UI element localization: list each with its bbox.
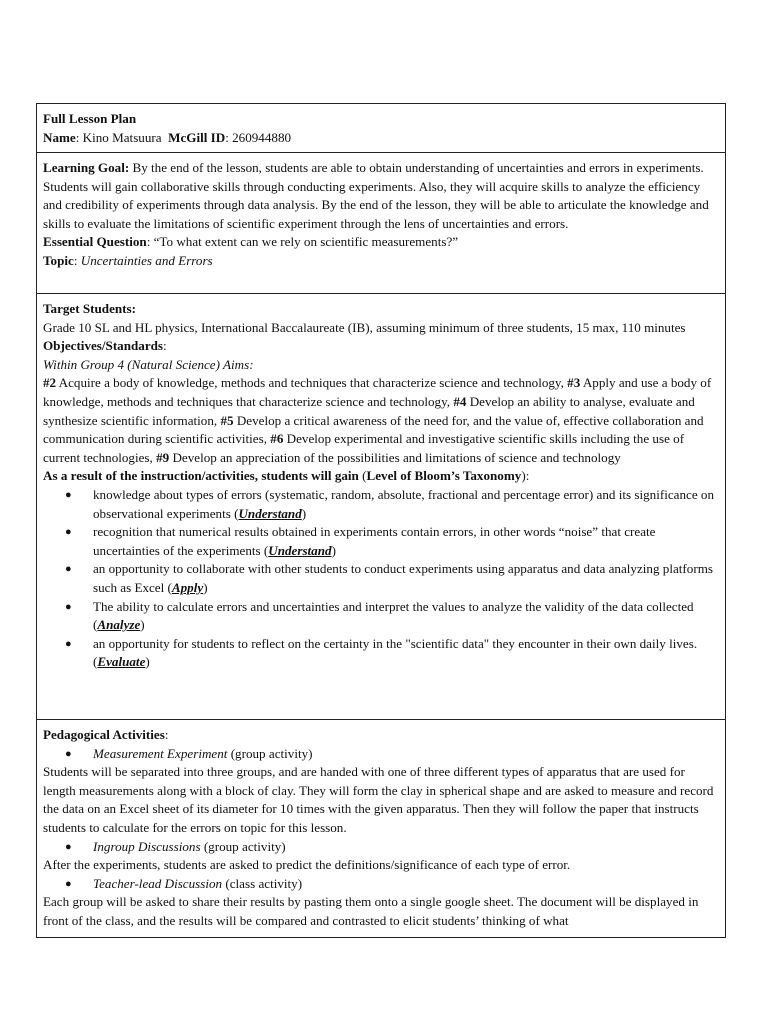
activity-heading xyxy=(43,838,719,857)
learning-goal-cell xyxy=(37,152,725,293)
outcome-end: ) xyxy=(203,579,208,595)
aim-text: Develop an appreciation of the possibilities and limitations of science and technology xyxy=(169,449,621,465)
bloom-level: Evaluate xyxy=(97,654,146,670)
outcome-end: ) xyxy=(145,654,150,670)
outcomes-list xyxy=(43,486,719,672)
topic-label: Topic xyxy=(43,252,74,268)
outcome-text: knowledge about types of errors (systematic, random, absolute, fractional and percentage error) and its significance on observational experiments ( xyxy=(93,486,715,521)
aim-number: #4 xyxy=(453,393,467,409)
activity-description: Each group will be asked to share their results by pasting them onto a single google sheet. The document will be displayed in front of the class, and the results will be compared and contrasted to elicit students’ thinking of what xyxy=(43,894,699,928)
topic-text: Uncertainties and Errors xyxy=(80,252,213,268)
activity-name: Ingroup Discussions xyxy=(93,838,201,854)
aim-text: Apply and use a body of knowledge, methods and techniques that characterize science and technology, xyxy=(43,375,712,409)
learning-goal-label: Learning Goal: xyxy=(43,160,130,175)
objectives-label: Objectives/Standards xyxy=(43,338,164,354)
list-item xyxy=(43,635,719,672)
results-heading xyxy=(43,467,719,486)
aim-number: #3 xyxy=(567,375,581,391)
activity-description: Students will be separated into three groups, and are handed with one of three different types of apparatus that are used for length measurements along with a block of clay. They will form the clay in spherical shape and are asked to measure and record the data on an Excel sheet of its diameter for 10 times with the given apparatus. Then they will follow the paper that instructs students to calculate for the errors on topic for this lesson. xyxy=(43,764,714,835)
aim-text: Acquire a body of knowledge, methods and techniques that characterize science and technology, xyxy=(56,375,568,391)
bullet-icon: ● xyxy=(65,488,72,501)
essential-question xyxy=(43,233,719,252)
mcgill-id-value: : 260944880 xyxy=(225,129,292,145)
mcgill-id-label: McGill ID xyxy=(168,129,226,145)
blooms-taxonomy-label: Level of Bloom’s Taxonomy xyxy=(366,468,522,484)
activity-type: (group activity) xyxy=(200,838,286,854)
activity-type: (group activity) xyxy=(227,745,313,761)
aims-paragraph xyxy=(43,374,719,467)
bullet-icon: ● xyxy=(65,747,72,760)
bullet-icon: ● xyxy=(65,563,72,576)
activity-heading xyxy=(43,745,719,764)
aims-label: Within Group 4 (Natural Science) Aims xyxy=(43,356,250,372)
list-item xyxy=(43,486,719,523)
results-close: ): xyxy=(521,468,530,484)
outcome-text: an opportunity for students to reflect on the certainty in the "scientific data" they encounter in their own daily lives. ( xyxy=(93,635,698,670)
essential-question-label: Essential Question xyxy=(43,234,147,250)
bullet-icon: ● xyxy=(65,877,72,890)
bullet-icon: ● xyxy=(65,840,72,853)
results-label: As a result of the instruction/activities, students will gain xyxy=(43,468,359,484)
outcome-text: The ability to calculate errors and uncertainties and interpret the values to analyze the validity of the data collected ( xyxy=(93,598,694,633)
list-item xyxy=(43,523,719,560)
results-open: ( xyxy=(358,468,367,484)
aim-text: Develop an ability to analyse, evaluate and synthesize scientific information, xyxy=(43,393,695,428)
lesson-plan-table xyxy=(36,103,726,938)
bloom-level: Understand xyxy=(238,505,302,521)
learning-goal xyxy=(43,159,719,233)
activity-type: (class activity) xyxy=(222,875,303,891)
activities-colon: : xyxy=(164,727,169,742)
name-label: Name xyxy=(43,129,76,145)
activity-name: Measurement Experiment xyxy=(93,745,228,761)
aim-text: Develop experimental and investigative scientific skills including the use of current technologies, xyxy=(43,431,685,465)
name-value: : Kino Matsuura xyxy=(75,129,162,145)
aims-colon: : xyxy=(249,356,254,372)
aim-number: #9 xyxy=(156,449,170,465)
bullet-icon: ● xyxy=(65,600,72,613)
outcome-text: an opportunity to collaborate with other students to conduct experiments using apparatus and data analyzing platforms such as Excel ( xyxy=(93,561,713,595)
outcome-end: ) xyxy=(140,617,145,633)
bloom-level: Apply xyxy=(171,579,204,595)
outcome-text: recognition that numerical results obtained in experiments contain errors, in other words “noise” that create uncertainties of the experiments ( xyxy=(93,524,656,558)
target-students-label: Target Students: xyxy=(43,301,136,316)
activity-name: Teacher-lead Discussion xyxy=(93,875,223,891)
aim-number: #6 xyxy=(270,431,284,447)
header-cell xyxy=(37,104,725,152)
list-item xyxy=(43,598,719,635)
topic-separator: : xyxy=(73,252,81,268)
essential-question-text: : “To what extent can we rely on scientific measurements?” xyxy=(146,234,459,250)
topic xyxy=(43,252,719,271)
activities-label: Pedagogical Activities xyxy=(43,727,165,742)
target-students-text: Grade 10 SL and HL physics, International Baccalaureate (IB), assuming minimum of three students, 15 max, 110 minutes xyxy=(43,319,686,335)
doc-title: Full Lesson Plan xyxy=(43,111,137,126)
list-item xyxy=(43,560,719,597)
aim-text: Develop a critical awareness of the need for, and the value of, effective collaboration and communication during scientific activities, xyxy=(43,412,704,447)
outcome-end: ) xyxy=(301,505,307,521)
activity-description: After the experiments, students are asked to predict the definitions/significance of each type of error. xyxy=(43,857,571,873)
aim-number: #5 xyxy=(220,412,234,428)
bloom-level: Analyze xyxy=(97,617,141,633)
learning-goal-text: By the end of the lesson, students are able to obtain understanding of uncertainties and errors in experiments. Students will gain collaborative skills through conducting experiments. Also, they will acquire skills to analyze the efficiency and credibility of experiments through data analysis. By the end of the lesson, they will be able to articulate the knowledge and skills to evaluate the limitations of scientific experiment through the lens of uncertainties and errors. xyxy=(43,160,709,231)
objectives-colon: : xyxy=(163,338,167,354)
aim-number: #2 xyxy=(43,375,57,391)
target-students-cell xyxy=(37,293,725,719)
activity-heading xyxy=(43,875,719,894)
activities-cell xyxy=(37,719,725,937)
bullet-icon: ● xyxy=(65,526,72,539)
bullet-icon: ● xyxy=(65,637,72,650)
bloom-level: Understand xyxy=(268,542,332,558)
outcome-end: ) xyxy=(331,542,336,558)
